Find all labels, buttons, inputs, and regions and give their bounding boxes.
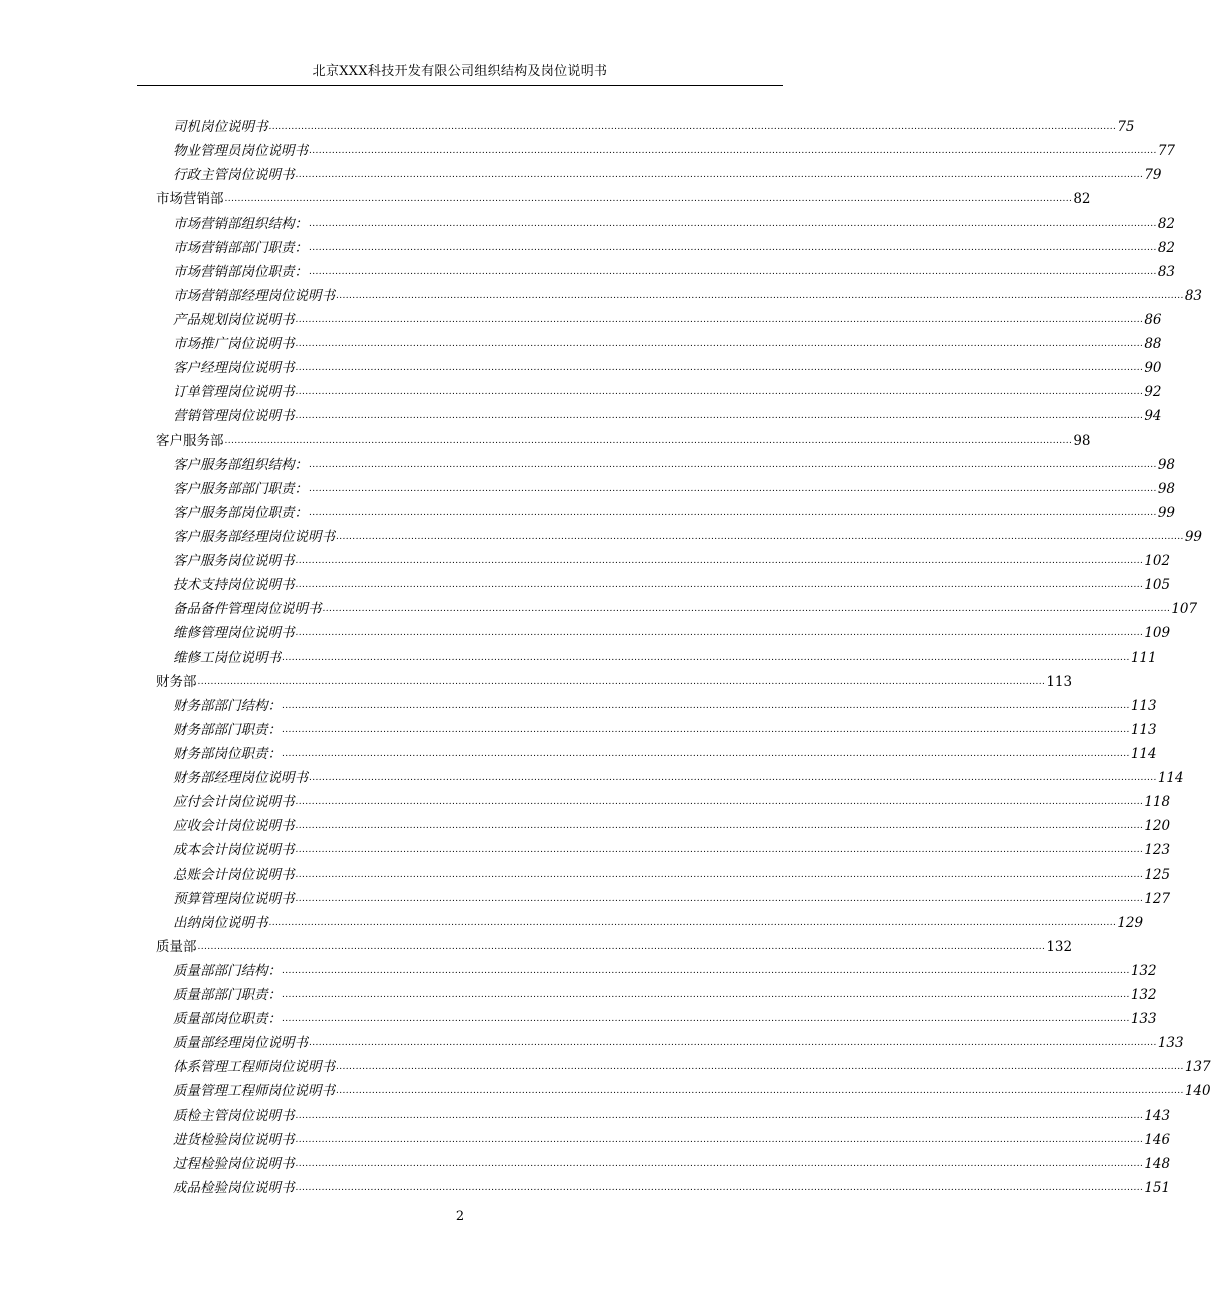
toc-entry-page: 75 [1117, 119, 1135, 136]
toc-entry-page: 113 [1046, 673, 1073, 690]
toc-entry-title: 客户服务部 [156, 432, 224, 449]
toc-entry-title: 市场营销部经理岗位说明书 [173, 287, 335, 304]
toc-entry-page: 83 [1184, 287, 1203, 304]
dot-leader: .................................................................................................................................................................................................................................................................... [295, 339, 1144, 350]
toc-entry-title: 客户服务部经理岗位说明书 [173, 528, 335, 545]
toc-entry[interactable] [0, 401, 1162, 425]
toc-entry-page: 133 [1130, 1011, 1157, 1028]
toc-entry[interactable] [0, 570, 1171, 594]
dot-leader: .................................................................................................................................................................................................................................................................... [295, 556, 1144, 567]
toc-entry-title: 成品检验岗位说明书 [173, 1179, 295, 1196]
dot-leader: .................................................................................................................................................................................................................................................................... [197, 941, 1046, 952]
dot-leader: .................................................................................................................................................................................................................................................................... [295, 387, 1144, 398]
toc-entry-title: 客户服务部岗位职责： [173, 504, 308, 521]
dot-leader: .................................................................................................................................................................................................................................................................... [309, 483, 1157, 494]
toc-entry-title: 成本会计岗位说明书 [173, 842, 295, 859]
toc-entry[interactable] [0, 811, 1171, 835]
dot-leader: .................................................................................................................................................................................................................................................................... [322, 604, 1171, 615]
toc-entry-title: 市场营销部 [156, 191, 224, 208]
toc-entry-page: 129 [1117, 914, 1144, 931]
toc-entry[interactable] [0, 522, 1203, 546]
dot-leader: .................................................................................................................................................................................................................................................................... [309, 146, 1157, 157]
toc-entry-page: 82 [1073, 191, 1091, 208]
toc-entry[interactable] [0, 618, 1171, 642]
toc-entry-title: 技术支持岗位说明书 [173, 577, 295, 594]
page-number: 2 [455, 1209, 465, 1224]
dot-leader: .................................................................................................................................................................................................................................................................... [224, 194, 1073, 205]
toc-entry-page: 107 [1171, 601, 1198, 618]
toc-entry-page: 79 [1144, 167, 1162, 184]
toc-entry-title: 市场营销部部门职责： [173, 239, 308, 256]
toc-entry[interactable] [0, 353, 1162, 377]
toc-entry-title: 体系管理工程师岗位说明书 [173, 1059, 335, 1076]
toc-entry-page: 88 [1144, 336, 1162, 353]
dot-leader: .................................................................................................................................................................................................................................................................... [336, 1086, 1184, 1097]
toc-entry[interactable] [0, 1100, 1171, 1124]
toc-entry-page: 77 [1157, 143, 1176, 160]
toc-entry[interactable] [0, 136, 1176, 160]
page-header: 北京XXX科技开发有限公司组织结构及岗位说明书 [312, 64, 608, 79]
toc-entry[interactable] [0, 642, 1157, 666]
toc-entry-page: 132 [1046, 938, 1073, 955]
toc-entry-title: 客户服务部部门职责： [173, 480, 308, 497]
toc-entry-page: 123 [1144, 842, 1171, 859]
toc-entry-page: 114 [1157, 770, 1184, 787]
dot-leader: .................................................................................................................................................................................................................................................................... [282, 724, 1130, 735]
dot-leader: .................................................................................................................................................................................................................................................................... [295, 170, 1144, 181]
dot-leader: .................................................................................................................................................................................................................................................................... [295, 893, 1144, 904]
dot-leader: .................................................................................................................................................................................................................................................................... [309, 266, 1157, 277]
toc-entry-title: 进货检验岗位说明书 [173, 1131, 295, 1148]
dot-leader: .................................................................................................................................................................................................................................................................... [197, 676, 1046, 687]
dot-leader: .................................................................................................................................................................................................................................................................... [309, 507, 1157, 518]
dot-leader: .................................................................................................................................................................................................................................................................... [309, 459, 1157, 470]
toc-entry-page: 94 [1144, 408, 1162, 425]
toc-entry[interactable] [0, 715, 1157, 739]
toc-entry-page: 140 [1184, 1083, 1211, 1100]
toc-entry[interactable] [0, 835, 1171, 859]
toc-entry[interactable] [0, 498, 1176, 522]
toc-entry-page: 105 [1144, 577, 1171, 594]
dot-leader: .................................................................................................................................................................................................................................................................... [282, 965, 1130, 976]
dot-leader: .................................................................................................................................................................................................................................................................... [224, 435, 1073, 446]
toc-entry[interactable] [0, 329, 1162, 353]
toc-entry-title: 行政主管岗位说明书 [173, 167, 295, 184]
toc-entry[interactable] [0, 305, 1162, 329]
toc-entry-title: 质量部部门结构： [173, 962, 281, 979]
toc-entry-page: 114 [1130, 745, 1157, 762]
dot-leader: .................................................................................................................................................................................................................................................................... [295, 1134, 1144, 1145]
toc-entry-page: 146 [1144, 1131, 1171, 1148]
toc-entry-title: 应收会计岗位说明书 [173, 818, 295, 835]
dot-leader: .................................................................................................................................................................................................................................................................... [268, 917, 1117, 928]
toc-entry-title: 质量部岗位职责： [173, 1011, 281, 1028]
toc-entry-title: 司机岗位说明书 [173, 119, 268, 136]
toc-entry[interactable] [0, 763, 1184, 787]
toc-entry-title: 预算管理岗位说明书 [173, 890, 295, 907]
toc-entry-page: 111 [1130, 649, 1157, 666]
toc-entry-page: 137 [1184, 1059, 1211, 1076]
toc-entry-title: 财务部经理岗位说明书 [173, 770, 308, 787]
toc-entry-title: 备品备件管理岗位说明书 [173, 601, 322, 618]
dot-leader: .................................................................................................................................................................................................................................................................... [282, 652, 1130, 663]
toc-entry-title: 出纳岗位说明书 [173, 914, 268, 931]
toc-entry-page: 98 [1157, 480, 1176, 497]
toc-entry-title: 质量管理工程师岗位说明书 [173, 1083, 335, 1100]
dot-leader: .................................................................................................................................................................................................................................................................... [295, 1182, 1144, 1193]
toc-entry-title: 维修管理岗位说明书 [173, 625, 295, 642]
dot-leader: .................................................................................................................................................................................................................................................................... [295, 845, 1144, 856]
toc-entry[interactable] [0, 908, 1144, 932]
toc-entry[interactable] [0, 208, 1176, 232]
toc-entry[interactable] [0, 474, 1176, 498]
toc-entry-page: 118 [1144, 794, 1171, 811]
dot-leader: .................................................................................................................................................................................................................................................................... [309, 773, 1157, 784]
dot-leader: .................................................................................................................................................................................................................................................................... [295, 797, 1144, 808]
dot-leader: .................................................................................................................................................................................................................................................................... [282, 748, 1130, 759]
toc-entry-page: 151 [1144, 1179, 1171, 1196]
toc-entry-title: 市场营销部组织结构： [173, 215, 308, 232]
toc-entry-title: 产品规划岗位说明书 [173, 311, 295, 328]
toc-entry-title: 市场营销部岗位职责： [173, 263, 308, 280]
toc-entry[interactable] [0, 233, 1176, 257]
dot-leader: .................................................................................................................................................................................................................................................................... [282, 700, 1130, 711]
dot-leader: .................................................................................................................................................................................................................................................................... [336, 290, 1184, 301]
dot-leader: .................................................................................................................................................................................................................................................................... [295, 363, 1144, 374]
toc-entry-title: 财务部岗位职责： [173, 745, 281, 762]
toc-section-entry[interactable] [0, 184, 1091, 208]
dot-leader: .................................................................................................................................................................................................................................................................... [295, 1158, 1144, 1169]
toc-entry[interactable] [0, 859, 1171, 883]
dot-leader: .................................................................................................................................................................................................................................................................... [295, 411, 1144, 422]
toc-entry-page: 113 [1130, 721, 1157, 738]
toc-entry-title: 客户服务岗位说明书 [173, 553, 295, 570]
dot-leader: .................................................................................................................................................................................................................................................................... [336, 1062, 1184, 1073]
toc-entry-title: 质量部经理岗位说明书 [173, 1035, 308, 1052]
toc-entry-title: 客户服务部组织结构： [173, 456, 308, 473]
toc-section-entry[interactable] [0, 667, 1073, 691]
toc-entry[interactable] [0, 1125, 1171, 1149]
toc-entry-title: 财务部 [156, 673, 197, 690]
toc-section-entry[interactable] [0, 425, 1091, 449]
toc-entry-title: 订单管理岗位说明书 [173, 384, 295, 401]
toc-entry-page: 132 [1130, 987, 1157, 1004]
toc-entry-page: 113 [1130, 697, 1157, 714]
toc-section-entry[interactable] [0, 932, 1073, 956]
toc-entry-title: 总账会计岗位说明书 [173, 866, 295, 883]
dot-leader: .................................................................................................................................................................................................................................................................... [295, 314, 1144, 325]
dot-leader: .................................................................................................................................................................................................................................................................... [268, 122, 1117, 133]
toc-entry-title: 财务部部门职责： [173, 721, 281, 738]
toc-entry-page: 92 [1144, 384, 1162, 401]
dot-leader: .................................................................................................................................................................................................................................................................... [295, 1110, 1144, 1121]
dot-leader: .................................................................................................................................................................................................................................................................... [295, 821, 1144, 832]
dot-leader: .................................................................................................................................................................................................................................................................... [309, 242, 1157, 253]
toc-entry-title: 物业管理员岗位说明书 [173, 143, 308, 160]
toc-entry[interactable] [0, 112, 1135, 136]
toc-entry-title: 过程检验岗位说明书 [173, 1155, 295, 1172]
toc-entry-page: 83 [1157, 263, 1176, 280]
toc-entry-page: 120 [1144, 818, 1171, 835]
toc-entry-page: 99 [1184, 528, 1203, 545]
toc-entry[interactable] [0, 1149, 1171, 1173]
toc-entry[interactable] [0, 787, 1171, 811]
toc-entry[interactable] [0, 691, 1157, 715]
toc-entry[interactable] [0, 160, 1162, 184]
toc-entry-page: 143 [1144, 1107, 1171, 1124]
toc-entry-page: 90 [1144, 360, 1162, 377]
toc-entry[interactable] [0, 281, 1203, 305]
dot-leader: .................................................................................................................................................................................................................................................................... [309, 218, 1157, 229]
toc-entry[interactable] [0, 546, 1171, 570]
toc-entry-page: 132 [1130, 962, 1157, 979]
dot-leader: .................................................................................................................................................................................................................................................................... [295, 628, 1144, 639]
dot-leader: .................................................................................................................................................................................................................................................................... [295, 580, 1144, 591]
dot-leader: .................................................................................................................................................................................................................................................................... [282, 990, 1130, 1001]
toc-entry[interactable] [0, 739, 1157, 763]
toc-entry[interactable] [0, 450, 1176, 474]
toc-entry[interactable] [0, 1173, 1171, 1197]
toc-entry[interactable] [0, 980, 1157, 1004]
toc-entry[interactable] [0, 1052, 1211, 1076]
toc-entry-page: 109 [1144, 625, 1171, 642]
toc-entry-page: 82 [1157, 239, 1176, 256]
toc-entry-page: 99 [1157, 504, 1176, 521]
toc-entry-page: 82 [1157, 215, 1176, 232]
toc-entry-page: 125 [1144, 866, 1171, 883]
toc-entry-page: 102 [1144, 553, 1171, 570]
dot-leader: .................................................................................................................................................................................................................................................................... [309, 1038, 1157, 1049]
dot-leader: .................................................................................................................................................................................................................................................................... [336, 531, 1184, 542]
toc-entry-title: 市场推广岗位说明书 [173, 336, 295, 353]
toc-entry-title: 应付会计岗位说明书 [173, 794, 295, 811]
dot-leader: .................................................................................................................................................................................................................................................................... [295, 869, 1144, 880]
toc-entry-title: 客户经理岗位说明书 [173, 360, 295, 377]
toc-entry-title: 营销管理岗位说明书 [173, 408, 295, 425]
toc-entry[interactable] [0, 594, 1198, 618]
toc-entry-title: 维修工岗位说明书 [173, 649, 281, 666]
toc-entry-title: 财务部部门结构： [173, 697, 281, 714]
toc-entry-page: 148 [1144, 1155, 1171, 1172]
toc-entry[interactable] [0, 377, 1162, 401]
toc-entry-title: 质量部部门职责： [173, 987, 281, 1004]
toc-entry[interactable] [0, 1028, 1184, 1052]
toc-entry[interactable] [0, 257, 1176, 281]
table-of-contents [0, 112, 1211, 1197]
toc-entry[interactable] [0, 1076, 1211, 1100]
toc-entry[interactable] [0, 956, 1157, 980]
toc-entry[interactable] [0, 884, 1171, 908]
toc-entry[interactable] [0, 1004, 1157, 1028]
toc-entry-page: 98 [1073, 432, 1091, 449]
toc-entry-title: 质检主管岗位说明书 [173, 1107, 295, 1124]
header-divider [137, 85, 783, 86]
toc-entry-page: 86 [1144, 311, 1162, 328]
toc-entry-page: 98 [1157, 456, 1176, 473]
toc-entry-page: 127 [1144, 890, 1171, 907]
toc-entry-title: 质量部 [156, 938, 197, 955]
toc-entry-page: 133 [1157, 1035, 1184, 1052]
dot-leader: .................................................................................................................................................................................................................................................................... [282, 1014, 1130, 1025]
